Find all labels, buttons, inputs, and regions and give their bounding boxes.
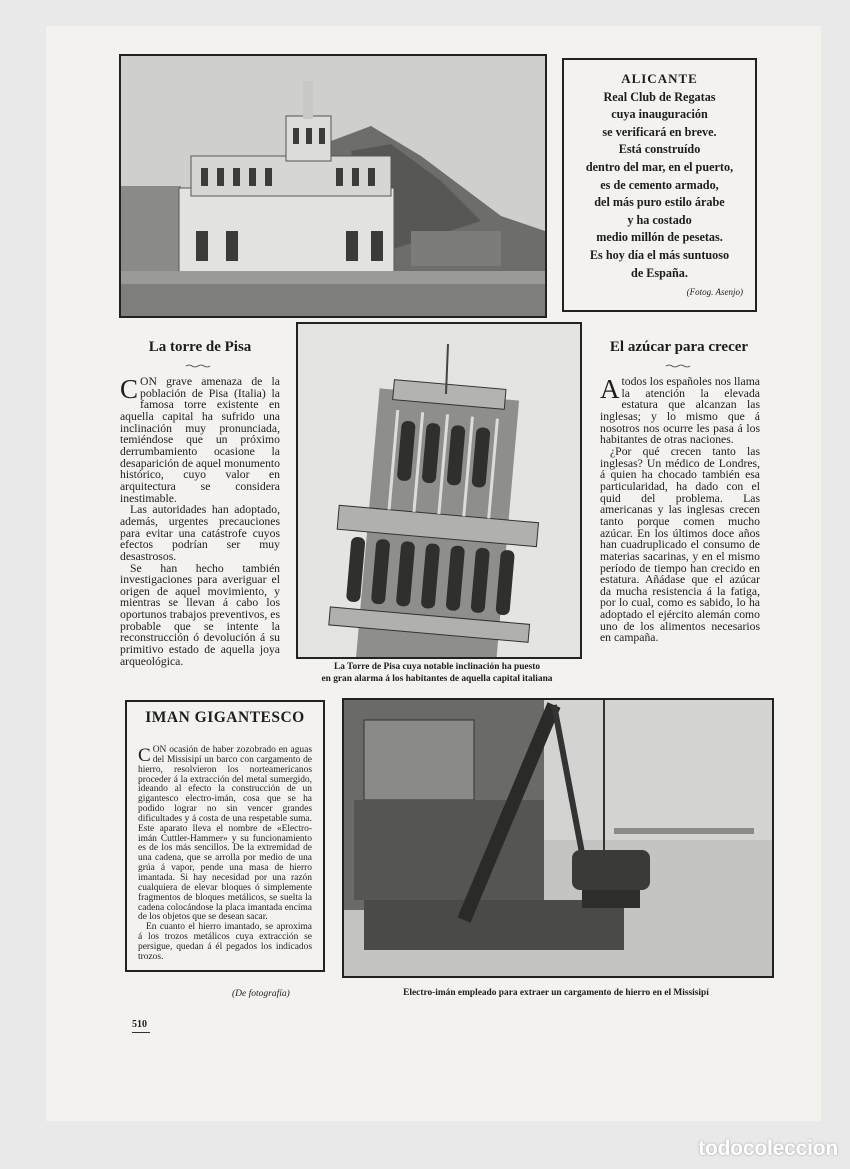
alicante-line: de España. [631,265,688,280]
iman-photo-credit: (De fotografía) [232,989,290,999]
page-number: 510 [132,1019,147,1030]
iman-paragraph-1: ON ocasión de haber zozobrado en aguas del Missisipí un barco con cargamento de hierro, resolvieron los norteamericanos proceder á la extracción del metal sumergido, ideando al efecto la construcción de un gigantesco electro-imán, cosa que se ha podido lograr no sin vencer grandes dificultades y á costa de una respetable suma. Este aparato lleva el nombre de «Electro-imán Cuttler-Hammer» y su funcionamiento es de los más sencillos. De la extremidad de una cadena, que se arrolla por medio de una grúa á vapor, pende una masa de hierro imantada. Si hay necesidad por una razón cualquiera de elevar bloques ó simplemente fragmentos de bloques metálicos, se suelta la cadena colocándose la placa imantada encima de los objetos que se desean sacar. [138,745,312,923]
iman-article-box [125,700,325,972]
pisa-caption-line: en gran alarma á los habitantes de aquella capital italiana [321,673,553,684]
pisa-heading: La torre de Pisa [148,339,252,355]
watermark-logo: todocoleccion [698,1137,838,1160]
azucar-paragraph-2: ¿Por qué crecen tanto las inglesas? Un médico de Londres, á quien ha chocado también esa particularidad, ha dado con el quid del problema. Las americanas y las inglesas crecen tanto porque comen mucho azúcar. En los últimos doce años han cuadruplicado el consumo de materias sacarinas, y en el mismo período de tiempo han crecido en estatura. Añádase que el azúcar da mucha resistencia á la fatiga, por lo cual, como es sabido, lo ha adoptado el ejército alemán como uno de los alimentos necesarios en campaña. [600,444,760,645]
pisa-dropcap: C [120,374,139,404]
pisa-paragraph-2: Las autoridades han adoptado, además, urgentes precauciones para evitar una catástrofe cuyos efectos podrían ser muy desastrosos. [120,503,280,563]
alicante-club-photo [119,54,547,318]
alicante-line: medio millón de pesetas. [596,230,723,245]
alicante-line: es de cemento armado, [600,177,719,192]
azucar-article-text [600,376,760,644]
alicante-line: y ha costado [627,212,692,227]
iman-paragraph-2: En cuanto el hierro imantado, se aproxima á los trozos metálicos cuya extracción se persigue, quedan á él pegados los indicados trozos. [138,922,312,962]
page-number-rule [132,1032,150,1033]
alicante-line: dentro del mar, en el puerto, [585,159,734,174]
alicante-title: ALICANTE [621,71,698,86]
azucar-paragraph-1: todos los españoles nos llama la atención la elevada estatura que alcanzan las inglesas; y lo mismo que á nosotros nos ocurre les pasa á los habitantes de otras naciones. [600,375,760,447]
pisa-heading-ornament [186,364,212,368]
pisa-tower-photo [296,322,582,659]
iman-heading: IMAN GIGANTESCO [145,709,305,726]
magazine-page [46,26,821,1121]
alicante-line: Es hoy día el más suntuoso [589,247,730,262]
iman-dropcap: C [138,745,151,766]
azucar-heading: El azúcar para crecer [609,339,749,355]
pisa-photo-caption [296,662,578,685]
alicante-line: se verificará en breve. [602,124,717,139]
alicante-line: Está construído [618,142,701,157]
pisa-caption-line: La Torre de Pisa cuya notable inclinación ha puesto [333,662,541,672]
electromagnet-caption: Electro-imán empleado para extraer un cargamento de hierro en el Missisipí [403,988,709,998]
alicante-photo-credit: (Fotog. Asenjo) [686,287,743,298]
pisa-article-text [120,376,280,667]
pisa-paragraph-3: Se han hecho también investigaciones para averiguar el origen de aquel movimiento, y mientras se llevan á cabo los oportunos trabajos preventivos, es probable que se intente la reconstrucción ó devolución á su primitivo estado de aquella joya arqueológica. [120,561,280,668]
iman-article-text [138,746,312,963]
alicante-line: cuya inauguración [611,107,708,122]
alicante-line: del más puro estilo árabe [594,195,725,210]
azucar-heading-ornament [666,364,692,368]
alicante-line: Real Club de Regatas [603,89,716,104]
azucar-dropcap: A [600,374,620,404]
pisa-paragraph-1: ON grave amenaza de la población de Pisa (Italia) la famosa torre existente en aquella capital ha sufrido una inclinación muy pronunciada, temiéndose que un próximo derrumbamiento ocasione la desaparición de aquel monumento histórico, cuyo valor en arquitectura se considera inestimable. [120,375,281,505]
alicante-info-box [562,58,757,312]
electromagnet-photo [342,698,774,978]
